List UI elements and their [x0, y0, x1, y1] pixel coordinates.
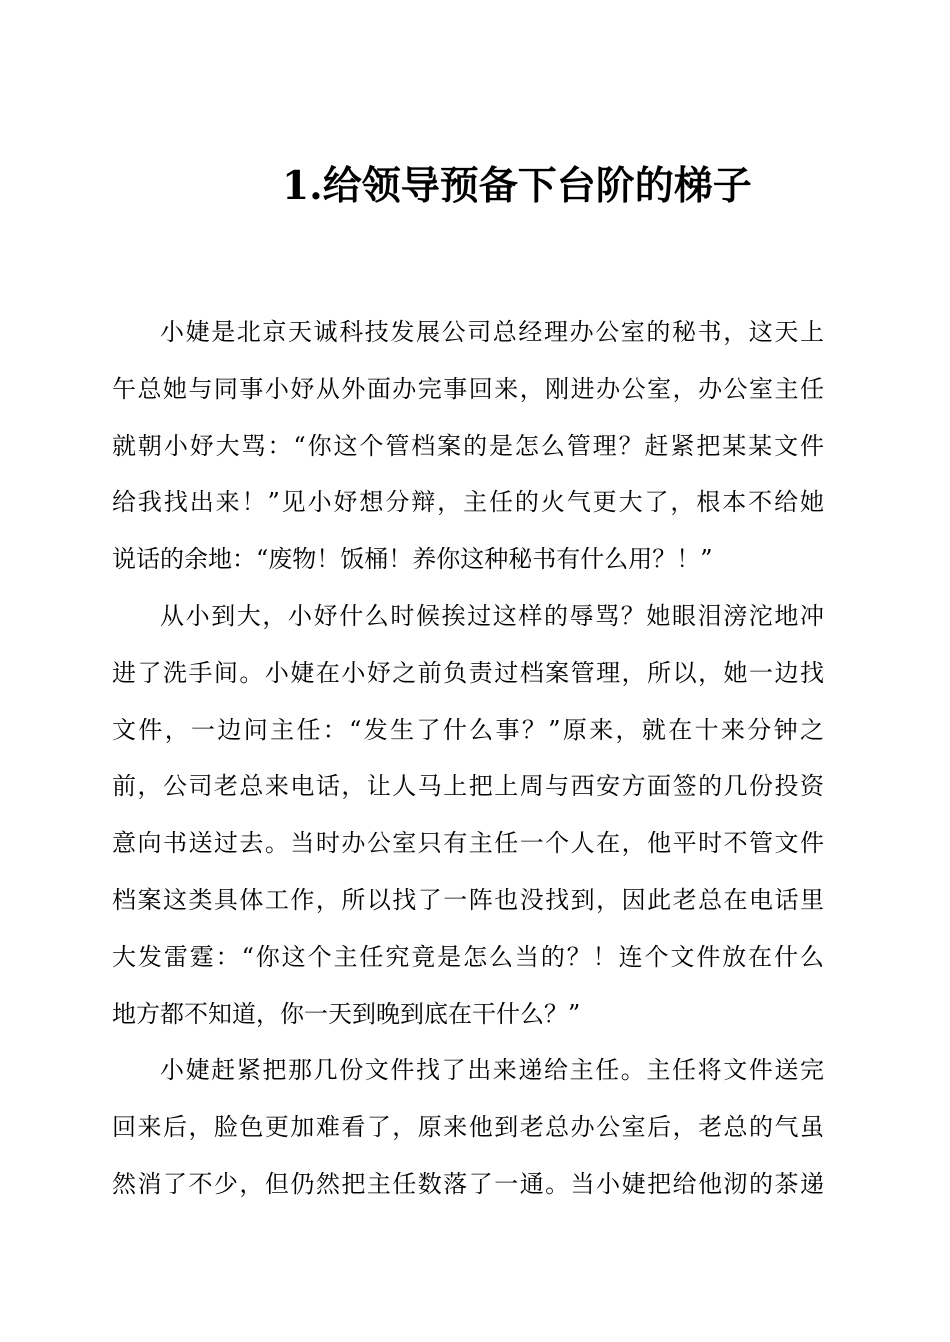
paragraph-3-line-3: 然消了不少，但仍然把主任数落了一通。当小婕把给他沏的茶递 — [112, 1169, 824, 1198]
paragraph-1-line-3: 就朝小妤大骂：“你这个管档案的是怎么管理？赶紧把某某文件 — [112, 431, 824, 460]
paragraph-2-line-7: 大发雷霆：“你这个主任究竟是怎么当的？！连个文件放在什么 — [112, 942, 824, 971]
paragraph-1-line-4: 给我找出来！”见小妤想分辩，主任的火气更大了，根本不给她 — [112, 488, 824, 517]
document-title: 1.给领导预备下台阶的梯子 — [282, 163, 752, 209]
paragraph-1-line-5: 说话的余地：“废物！饭桶！养你这种秘书有什么用？！” — [112, 545, 713, 574]
paragraph-1-line-2: 午总她与同事小妤从外面办完事回来，刚进办公室，办公室主任 — [112, 374, 824, 403]
paragraph-3-line-2: 回来后，脸色更加难看了，原来他到老总办公室后，老总的气虽 — [112, 1113, 824, 1142]
paragraph-1-line-1: 小婕是北京天诚科技发展公司总经理办公室的秘书，这天上 — [160, 318, 824, 346]
paragraph-2-line-1: 从小到大，小妤什么时候挨过这样的辱骂？她眼泪滂沱地冲 — [160, 601, 824, 630]
paragraph-2-line-5: 意向书送过去。当时办公室只有主任一个人在，他平时不管文件 — [112, 829, 824, 858]
paragraph-3-line-1: 小婕赶紧把那几份文件找了出来递给主任。主任将文件送完 — [160, 1056, 824, 1085]
paragraph-2-line-8: 地方都不知道，你一天到晚到底在干什么？” — [112, 999, 581, 1028]
paragraph-2-line-3: 文件，一边问主任：“发生了什么事？”原来，就在十来分钟之 — [112, 715, 824, 744]
paragraph-2-line-6: 档案这类具体工作，所以找了一阵也没找到，因此老总在电话里 — [112, 885, 824, 914]
document-body — [112, 304, 824, 1213]
paragraph-2-line-4: 前，公司老总来电话，让人马上把上周与西安方面签的几份投资 — [112, 772, 824, 801]
paragraph-2-line-2: 进了洗手间。小婕在小妤之前负责过档案管理，所以，她一边找 — [112, 658, 824, 687]
